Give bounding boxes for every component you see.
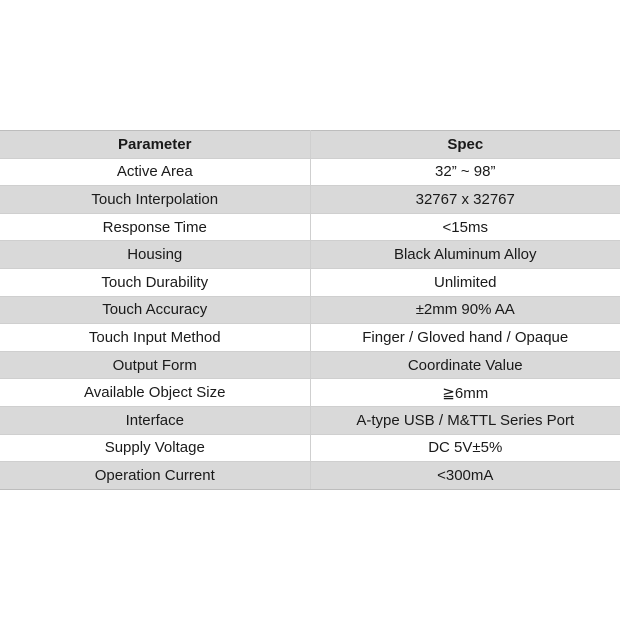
parameter-cell: Available Object Size (0, 379, 310, 407)
spec-cell: Black Aluminum Alloy (310, 241, 620, 269)
table-row (0, 406, 620, 434)
parameter-cell: Touch Durability (0, 268, 310, 296)
parameter-cell: Touch Accuracy (0, 296, 310, 324)
spec-cell: <300mA (310, 462, 620, 490)
table-row (0, 268, 620, 296)
parameter-cell: Response Time (0, 213, 310, 241)
table-header-row (0, 131, 620, 159)
column-header-parameter: Parameter (0, 131, 310, 159)
parameter-cell: Supply Voltage (0, 434, 310, 462)
parameter-cell: Touch Interpolation (0, 186, 310, 214)
spec-cell: 32” ~ 98” (310, 158, 620, 186)
table-row (0, 462, 620, 490)
table-row (0, 351, 620, 379)
table-row (0, 296, 620, 324)
spec-cell: Unlimited (310, 268, 620, 296)
parameter-cell: Housing (0, 241, 310, 269)
spec-cell: A-type USB / M&TTL Series Port (310, 406, 620, 434)
column-header-spec: Spec (310, 131, 620, 159)
table-row (0, 241, 620, 269)
parameter-cell: Interface (0, 406, 310, 434)
parameter-cell: Operation Current (0, 462, 310, 490)
parameter-cell: Touch Input Method (0, 324, 310, 352)
table-row (0, 186, 620, 214)
table-row (0, 379, 620, 407)
table-row (0, 158, 620, 186)
table-row (0, 213, 620, 241)
spec-cell: 32767 x 32767 (310, 186, 620, 214)
table-row (0, 324, 620, 352)
parameter-cell: Output Form (0, 351, 310, 379)
spec-cell: Finger / Gloved hand / Opaque (310, 324, 620, 352)
spec-cell: <15ms (310, 213, 620, 241)
table-row (0, 434, 620, 462)
spec-cell: DC 5V±5% (310, 434, 620, 462)
parameter-cell: Active Area (0, 158, 310, 186)
spec-cell: Coordinate Value (310, 351, 620, 379)
spec-table (0, 130, 620, 490)
spec-cell: ≧6mm (310, 379, 620, 407)
spec-cell: ±2mm 90% AA (310, 296, 620, 324)
